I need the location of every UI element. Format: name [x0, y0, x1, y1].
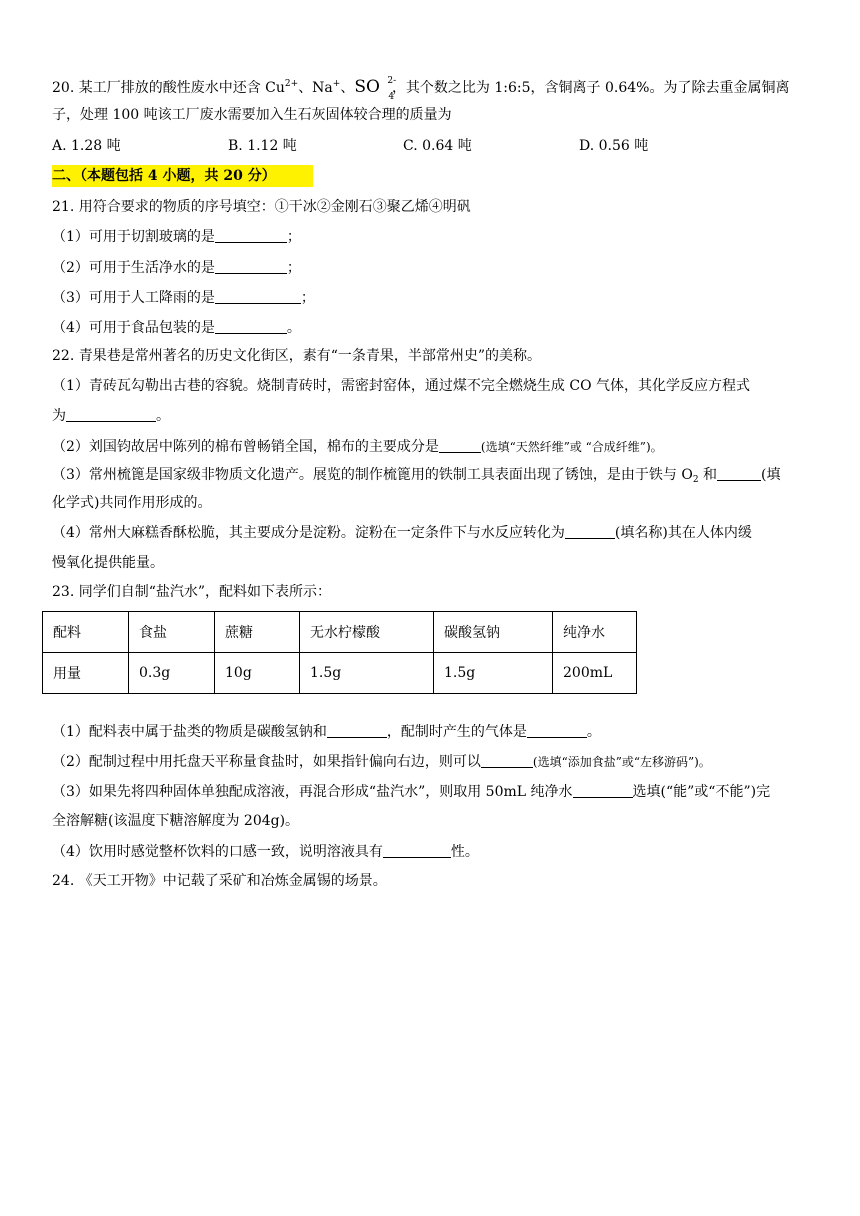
q20-text-a: 20. 某工厂排放的酸性废水中还含 Cu [52, 80, 285, 96]
q20-option-a: A. 1.28 吨 [52, 138, 121, 154]
q23-part2 [52, 752, 711, 772]
q23-part3-line2: 全溶解糖(该温度下糖溶解度为 204g)。 [52, 813, 300, 829]
q21-item-1-end: ； [286, 229, 301, 245]
table-cell: 10g [215, 653, 300, 694]
q21-item-4-end: 。 [286, 320, 301, 336]
q22-part3-line2: 化学式)共同作用形成的。 [52, 495, 212, 511]
q22-part3-and: 和 [698, 467, 718, 483]
q22-part4-line2: 慢氧化提供能量。 [52, 555, 164, 571]
q23-part3-hint: 选填(“能”或“不能”)完 [632, 784, 771, 800]
q20-option-b: B. 1.12 吨 [228, 138, 297, 154]
table-cell: 无水柠檬酸 [300, 612, 434, 653]
q22-part2-hint: (选填“天然纤维”或 “合成纤维”)。 [480, 440, 663, 454]
answer-blank[interactable] [717, 466, 761, 481]
answer-blank[interactable] [66, 407, 156, 422]
q23-part4-end: 性。 [450, 844, 479, 860]
answer-blank[interactable] [565, 524, 615, 539]
table-cell: 1.5g [434, 653, 553, 694]
table-row [43, 653, 637, 694]
q21-item-2-end: ； [286, 260, 301, 276]
answer-blank[interactable] [481, 753, 533, 768]
so4-charge: 2- [387, 76, 397, 86]
answer-blank[interactable] [327, 723, 387, 738]
q22-part3-hint: (填 [761, 467, 781, 483]
table-cell: 用量 [43, 653, 129, 694]
q23-part1 [52, 722, 601, 742]
q20-line2: 子，处理 100 吨该工厂废水需要加入生石灰固体较合理的质量为 [52, 107, 452, 123]
answer-blank[interactable] [215, 289, 301, 304]
q21-item-3 [52, 288, 315, 308]
table-cell: 1.5g [300, 653, 434, 694]
q22-part4-hint: (填名称)其在人体内缓 [614, 525, 752, 541]
q22-part1-line1: （1）青砖瓦勾勒出古巷的容貌。烧制青砖时，需密封窑体，通过煤不完全燃烧生成 CO 气体，其化学反应方程式 [52, 378, 750, 394]
table-cell: 纯净水 [553, 612, 637, 653]
q23-part1-text: （1）配料表中属于盐类的物质是碳酸氢钠和 [52, 724, 327, 740]
q22-part2-text: （2）刘国钧故居中陈列的棉布曾畅销全国，棉布的主要成分是 [52, 439, 439, 455]
q23-part1-text-b: ，配制时产生的气体是 [386, 724, 527, 740]
q20-option-d: D. 0.56 吨 [579, 138, 649, 154]
q22-part3-text: （3）常州梳篦是国家级非物质文化遗产。展览的制作梳篦用的铁制工具表面出现了锈蚀，是由于铁与 O [52, 467, 693, 483]
answer-blank[interactable] [215, 228, 287, 243]
q22-part4-text: （4）常州大麻糕香酥松脆，其主要成分是淀粉。淀粉在一定条件下与水反应转化为 [52, 525, 565, 541]
q21-item-3-end: ； [300, 290, 315, 306]
q22-part4-line1 [52, 523, 752, 543]
table-cell: 碳酸氢钠 [434, 612, 553, 653]
table-cell: 蔗糖 [215, 612, 300, 653]
table-cell: 200mL [553, 653, 637, 694]
ingredient-table [42, 611, 637, 694]
q21-item-4-text: （4）可用于食品包装的是 [52, 320, 215, 336]
q22-stem: 22. 青果巷是常州著名的历史文化街区，素有“一条青果，半部常州史”的美称。 [52, 348, 542, 364]
answer-blank[interactable] [573, 783, 633, 798]
q20-sep1: 、Na [298, 80, 333, 96]
table-cell: 配料 [43, 612, 129, 653]
answer-blank[interactable] [383, 843, 451, 858]
answer-blank[interactable] [527, 723, 587, 738]
q21-item-2-text: （2）可用于生活净水的是 [52, 260, 215, 276]
q22-part2 [52, 437, 663, 457]
section-2-heading: 二、（本题包括 4 小题，共 20 分） [52, 165, 313, 187]
q23-part4-text: （4）饮用时感觉整杯饮料的口感一致，说明溶液具有 [52, 844, 383, 860]
q23-part2-text: （2）配制过程中用托盘天平称量食盐时，如果指针偏向右边，则可以 [52, 754, 481, 770]
q20-option-c: C. 0.64 吨 [403, 138, 472, 154]
q23-part1-end: 。 [586, 724, 601, 740]
answer-blank[interactable] [439, 438, 481, 453]
q24-stem: 24. 《天工开物》中记载了采矿和冶炼金属锡的场景。 [52, 873, 387, 889]
answer-blank[interactable] [215, 319, 287, 334]
q20-text-b: ，其个数之比为 1:6:5，含铜离子 0.64%。为了除去重金属铜离 [391, 80, 790, 96]
q22-part3-line1 [52, 465, 781, 490]
q23-stem: 23. 同学们自制“盐汽水”，配料如下表所示： [52, 584, 332, 600]
o2-subscript: 2 [692, 475, 699, 485]
table-row [43, 612, 637, 653]
table-cell: 食盐 [129, 612, 215, 653]
answer-blank[interactable] [215, 259, 287, 274]
q21-item-2 [52, 258, 301, 278]
q23-part4 [52, 842, 479, 862]
q22-part1-end: 。 [156, 408, 170, 424]
q23-part3-line1 [52, 782, 770, 802]
so4-base: SO [354, 77, 380, 97]
sulfate-formula [354, 76, 397, 102]
table-cell: 0.3g [129, 653, 215, 694]
q23-part3-text: （3）如果先将四种固体单独配成溶液，再混合形成“盐汽水”，则取用 50mL 纯净水 [52, 784, 573, 800]
na-charge: + [332, 79, 341, 89]
q21-item-1-text: （1）可用于切割玻璃的是 [52, 229, 215, 245]
q21-stem: 21. 用符合要求的物质的序号填空：①干冰②金刚石③聚乙烯④明矾 [52, 199, 471, 215]
q21-item-1 [52, 227, 301, 247]
q20-sep2: 、 [340, 80, 355, 96]
q20-line1 [52, 74, 790, 102]
so4-subscript: 4 [388, 92, 395, 102]
q21-item-4 [52, 318, 301, 338]
q21-item-3-text: （3）可用于人工降雨的是 [52, 290, 215, 306]
q23-part2-hint: (选填“添加食盐”或“左移游码”)。 [532, 755, 711, 769]
cu-charge: 2+ [284, 79, 299, 89]
q22-part1-line2 [52, 406, 170, 426]
q22-part1-prefix: 为 [52, 408, 66, 424]
